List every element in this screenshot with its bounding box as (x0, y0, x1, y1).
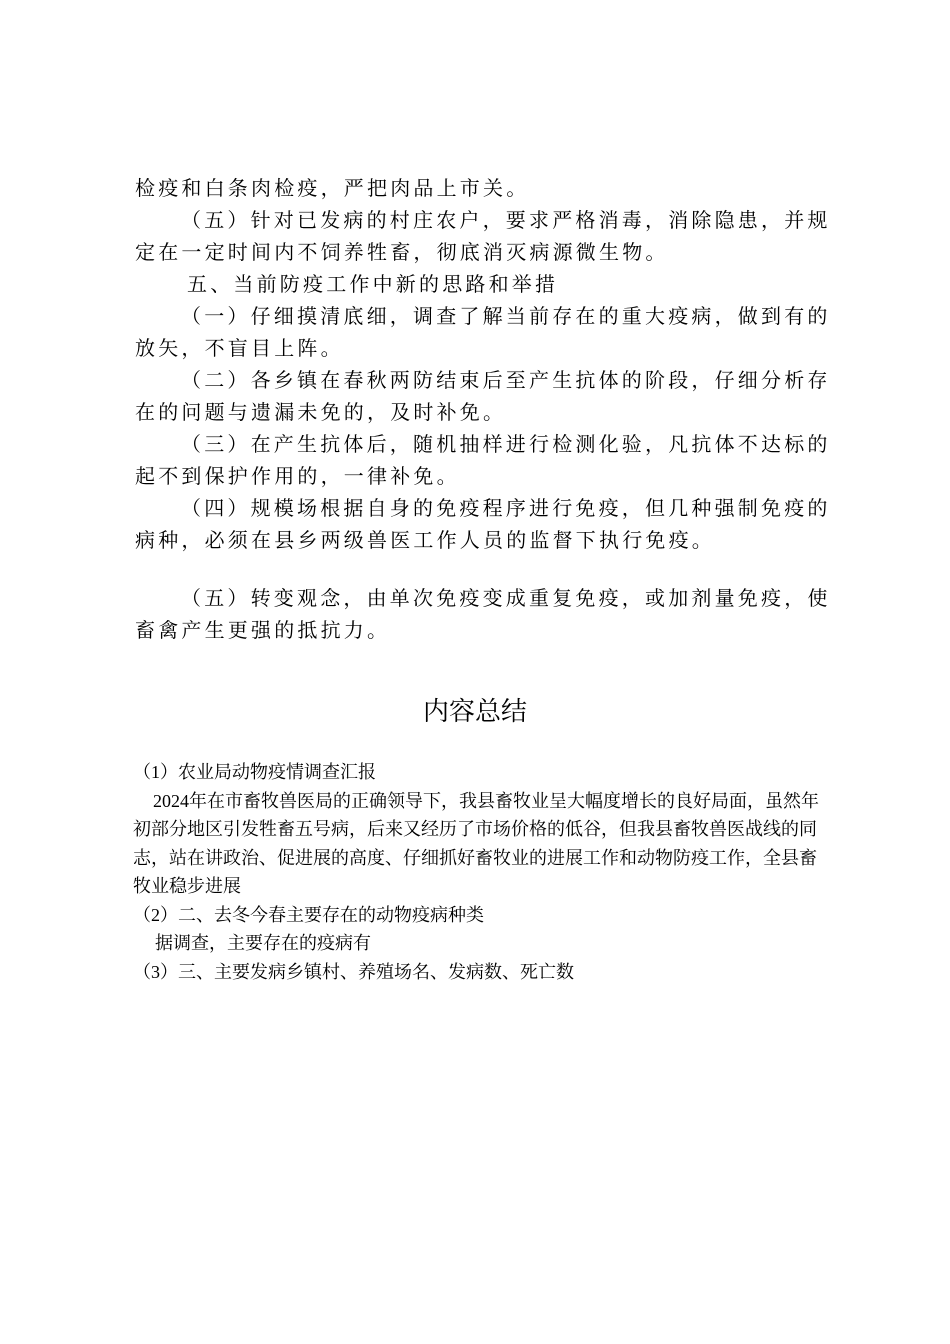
summary-item-1-body: 2024年在市畜牧兽医局的正确领导下，我县畜牧业呈大幅度增长的良好局面，虽然年初部分地区引发牲畜五号病，后来又经历了市场价格的低谷，但我县畜牧兽医战线的同志，站在讲政治、促进展的高度、仔细抓好畜牧业的进展工作和动物防疫工作，全县畜牧业稳步进展 (133, 790, 819, 896)
summary-title: 内容总结 (422, 696, 527, 727)
paragraph-item-2-booster: （二）各乡镇在春秋两防结束后至产生抗体的阶段，仔细分析存在的问题与遗漏未免的，及时补免。 (135, 368, 831, 424)
paragraph-quarantine-end: 检疫和白条肉检疫，严把肉品上市关。 (135, 176, 530, 200)
summary-item-2-body: 据调查，主要存在的疫病有 (155, 933, 371, 953)
paragraph-item-4-farms: （四）规模场根据自身的免疫程序进行免疫，但几种强制免疫的病种，必须在县乡两级兽医工作人员的监督下执行免疫。 (135, 496, 831, 552)
paragraph-item-1-survey: （一）仔细摸清底细，调查了解当前存在的重大疫病，做到有的放矢，不盲目上阵。 (135, 304, 831, 360)
document-body (135, 172, 835, 646)
paragraph-item-5-disinfection: （五）针对已发病的村庄农户，要求严格消毒，消除隐患，并规定在一定时间内不饲养牲畜，彻底消灭病源微生物。 (135, 208, 831, 264)
summary-item-3-heading: （3）三、主要发病乡镇村、养殖场名、发病数、死亡数 (133, 961, 574, 982)
section-heading-5: 五、当前防疫工作中新的思路和举措 (187, 272, 559, 296)
summary-section (133, 758, 833, 986)
paragraph-item-5-repeat-immunization: （五）转变观念，由单次免疫变成重复免疫，或加剂量免疫，使畜禽产生更强的抵抗力。 (135, 586, 831, 642)
paragraph-item-3-sampling: （三）在产生抗体后，随机抽样进行检测化验，凡抗体不达标的起不到保护作用的，一律补免。 (135, 432, 831, 488)
summary-item-2-heading: （2）二、去冬今春主要存在的动物疫病种类 (133, 904, 484, 925)
summary-item-1-heading: （1）农业局动物疫情调查汇报 (133, 762, 376, 782)
